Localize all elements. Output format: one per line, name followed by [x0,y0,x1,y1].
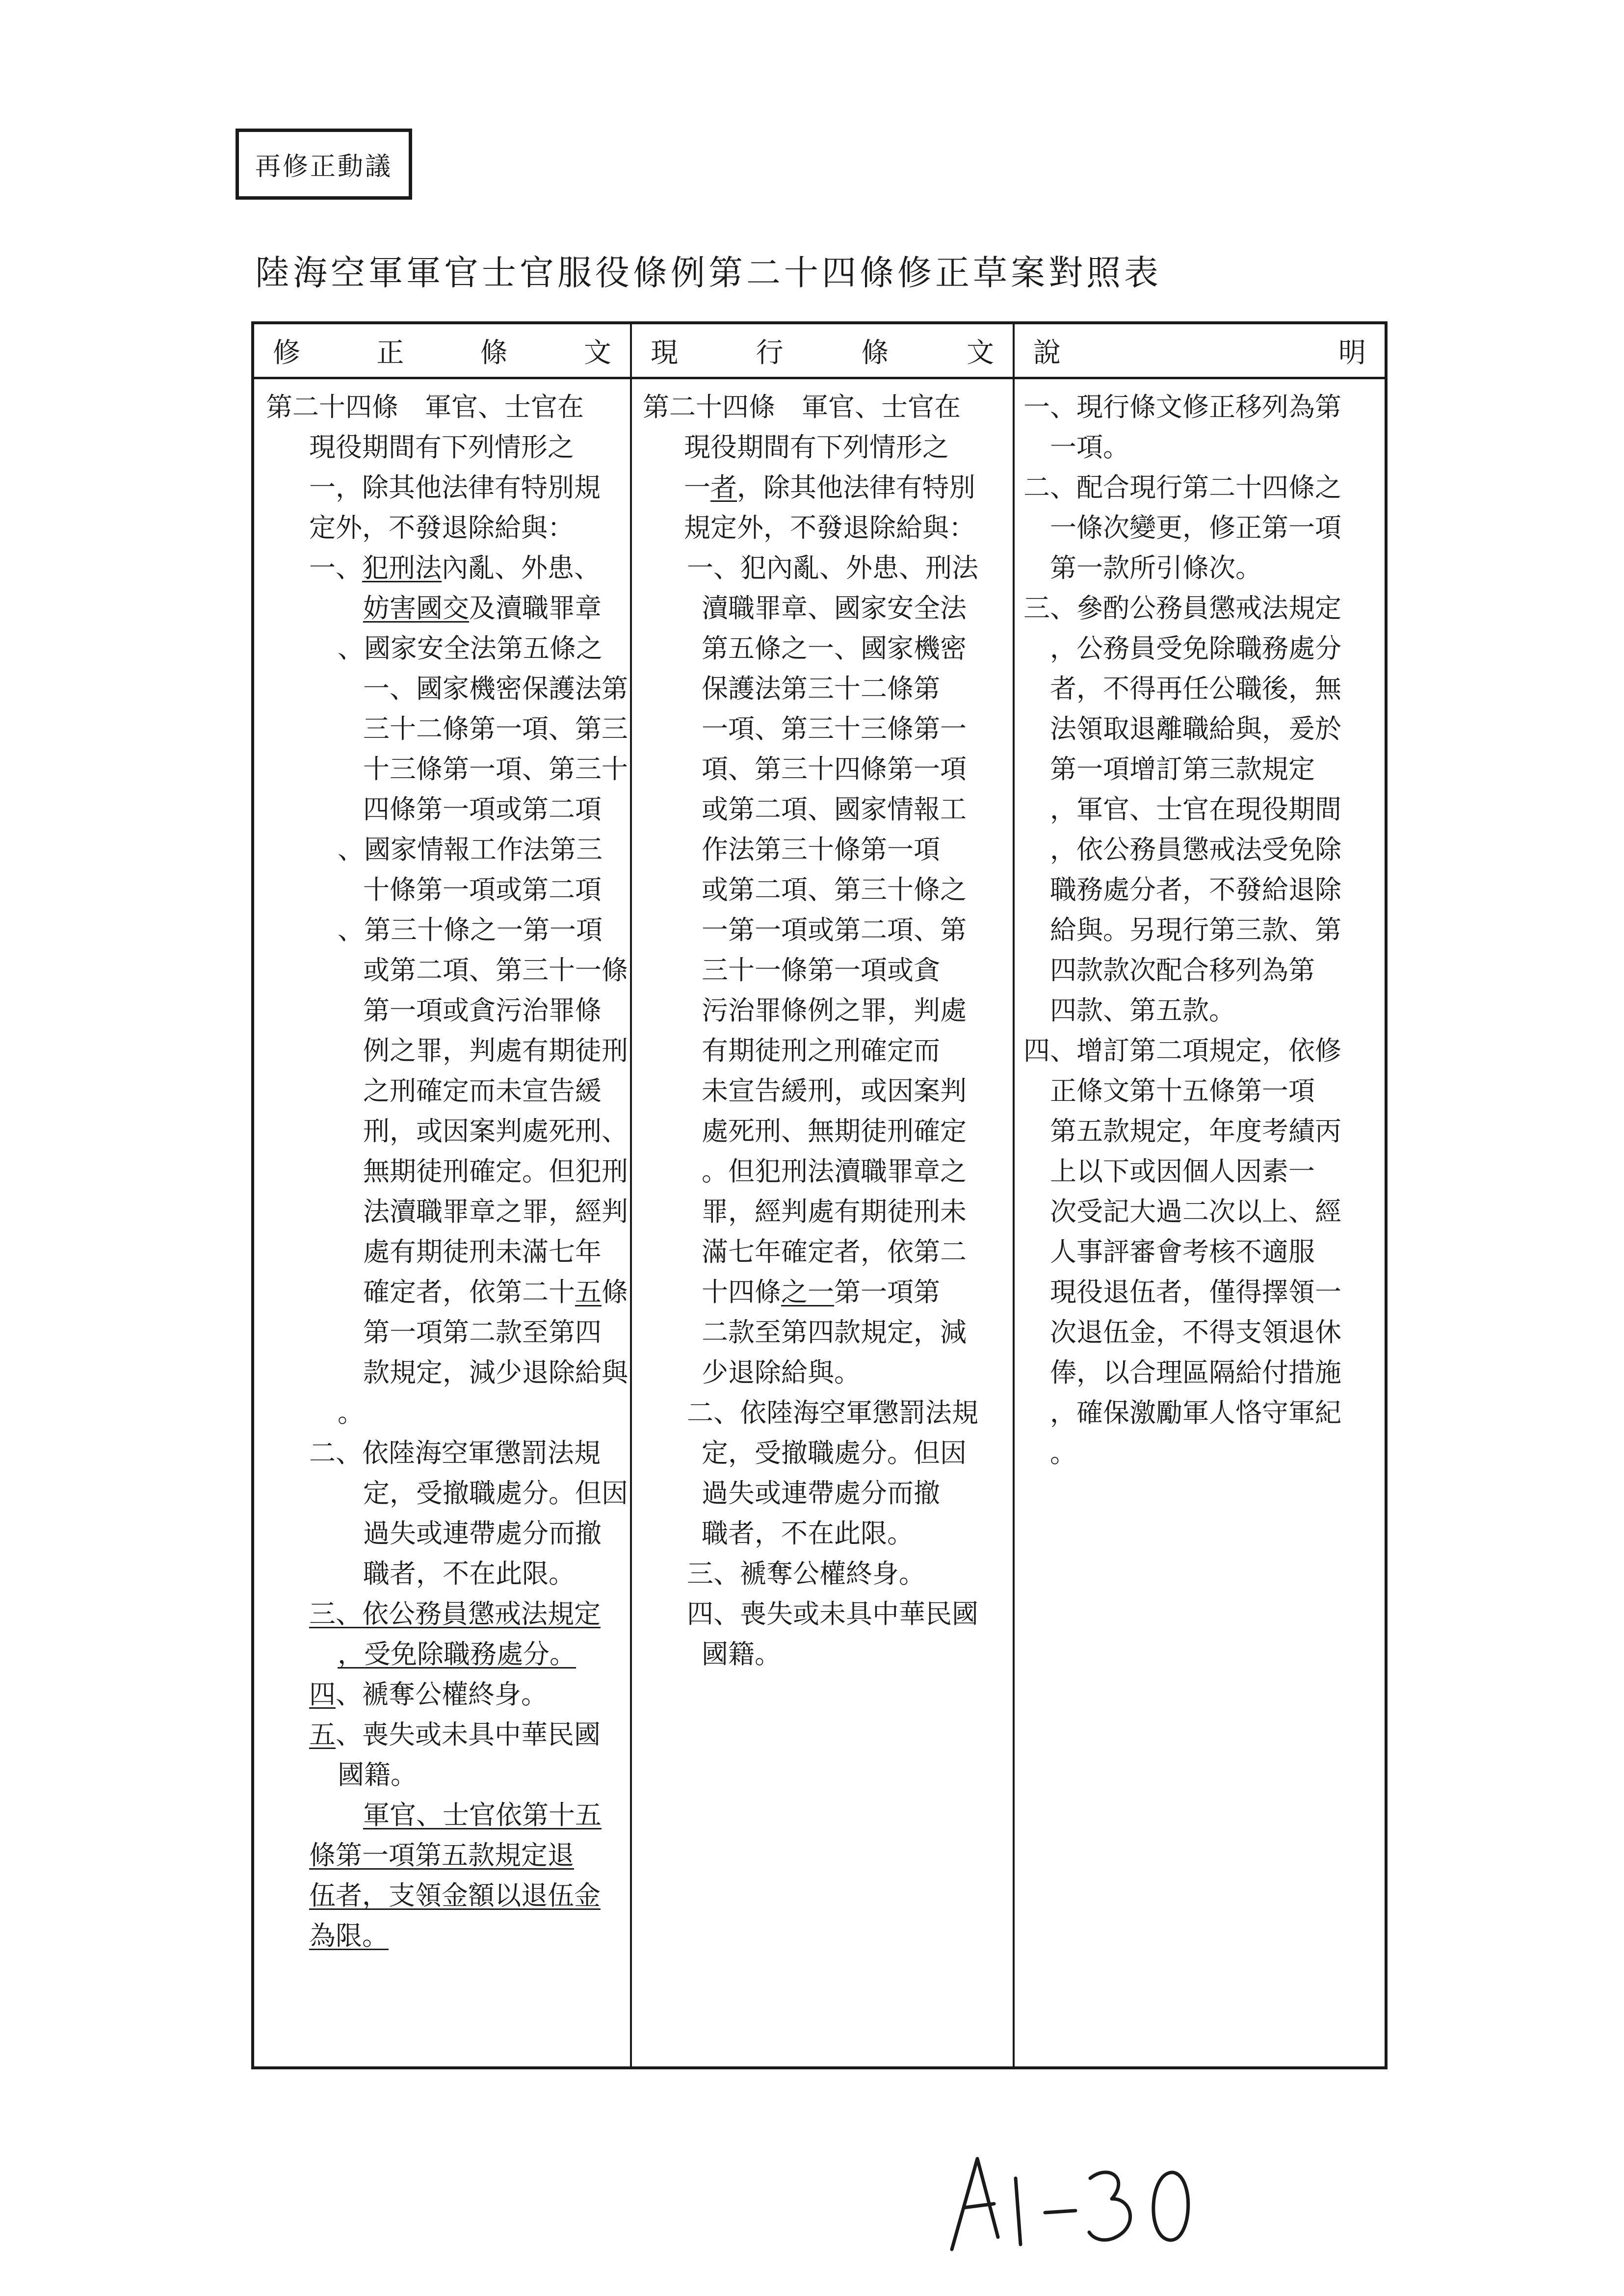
text-line: 現役退伍者，僅得擇領一 [1050,1277,1341,1307]
handwritten-digit-three [1089,2172,1130,2240]
text-line: 。但犯刑法瀆職罪章之 [702,1156,967,1187]
inserted-text: 軍官、士官依第十五 [363,1800,602,1830]
header-amended-text: 修 正 條 文 [273,337,611,369]
text-line: ，公務員受免除職務處分 [1050,633,1341,664]
table-header-row [254,324,1385,379]
text-line: 人事評審會考核不適服 [1050,1236,1315,1267]
text-line: 一、犯內亂、外患、刑法 [687,552,978,583]
text-line: 五、喪失或未具中華民國 [309,1719,601,1750]
text-line: 二、依陸海空軍懲罰法規 [309,1437,601,1468]
text-line: 定，受撤職處分。但因 [702,1437,967,1468]
document-title: 陸海空軍軍官士官服役條例第二十四條修正草案對照表 [255,253,1162,293]
text-line: 一、國家機密保護法第 [363,673,628,704]
text-line: 過失或連帶處分而撤 [363,1518,602,1549]
text-line: 次退伍金，不得支領退休 [1050,1317,1341,1348]
text-line [266,1795,624,1835]
handwritten-digit-zero [1153,2172,1188,2240]
handwritten-page-mark [947,2149,1202,2257]
text-line: 第一項或貪污治罪條 [363,995,602,1026]
text-line: 第五款規定，年度考績丙 [1050,1116,1341,1147]
inserted-text: 犯刑法 [362,552,442,583]
text-line: 例之罪，判處有期徒刑 [363,1035,628,1066]
text-line: 四條第一項或第二項 [363,794,602,825]
text-line: 定外，不發退除給與： [309,512,574,543]
text-line: 次受記大過二次以上、經 [1050,1196,1341,1227]
text-line: 處有期徒刑未滿七年 [363,1236,602,1267]
text-line: 一項、第三十三條第一 [702,713,967,744]
text-line: 第一款所引條次。 [1050,552,1262,583]
handwritten-digit-one [1016,2178,1021,2244]
text-line: 四款款次配合移列為第 [1050,955,1315,986]
text-line: 法瀆職罪章之罪，經判 [363,1196,628,1227]
text-line: 或第二項、第三十一條 [363,955,628,986]
column-divider [1013,324,1015,2066]
text-line: 第二十四條 軍官、士官在 [643,391,961,422]
text-line: ，確保激勵軍人恪守軍紀 [1050,1397,1341,1428]
text-line [266,1916,624,1956]
text-line: 或第二項、國家情報工 [702,794,967,825]
text-line: 。 [338,1397,364,1428]
text-line: 一者，除其他法律有特別 [684,472,975,503]
text-line: 三、褫奪公權終身。 [687,1558,925,1589]
text-line: 一第一項或第二項、第 [702,914,967,945]
text-line: 第五條之一、國家機密 [702,633,967,664]
text-line: ，軍官、士官在現役期間 [1050,794,1341,825]
text-line: 罪，經判處有期徒刑未 [702,1196,967,1227]
text-line: 職者，不在此限。 [363,1558,575,1589]
text-line [266,1876,624,1916]
column-divider [630,324,632,2066]
inserted-text: 五 [575,1277,602,1307]
text-line: 作法第三十條第一項 [702,834,940,865]
text-line: 三十二條第一項、第三 [363,713,628,744]
text-line: 現役期間有下列情形之 [684,432,949,463]
text-line: 、第三十條之一第一項 [338,914,602,945]
text-line [266,1594,624,1634]
text-line: 俸，以合理區隔給付措施 [1050,1357,1341,1388]
inserted-text: ，受免除職務處分。 [338,1639,576,1670]
text-line: 十條第一項或第二項 [363,874,602,905]
text-line: 四款、第五款。 [1050,995,1235,1026]
text-line: 一項。 [1050,432,1129,463]
text-line: 過失或連帶處分而撤 [702,1478,940,1509]
text-line: 者，不得再任公職後，無 [1050,673,1341,704]
text-line: 十三條第一項、第三十 [363,754,628,784]
text-line: 瀆職罪章、國家安全法 [702,593,967,624]
text-line: 第二十四條 軍官、士官在 [266,391,584,422]
text-line: 或第二項、第三十條之 [702,874,967,905]
text-line: 刑，或因案判處死刑、 [363,1116,628,1147]
inserted-text: 條第一項第五款規定退 [309,1840,574,1871]
text-line: 二、依陸海空軍懲罰法規 [687,1397,978,1428]
text-line: 定，受撤職處分。但因 [363,1478,628,1509]
text-line: 職者，不在此限。 [702,1518,914,1549]
header-explanation: 說 明 [1033,337,1366,369]
text-line: 四、喪失或未具中華民國 [687,1598,978,1629]
text-line: 。 [1050,1437,1076,1468]
text-line: 四、褫奪公權終身。 [309,1679,548,1710]
text-line: 、國家情報工作法第三 [338,834,602,865]
explanation-column [1023,387,1382,1473]
text-line: 確定者，依第二十五條 [363,1277,628,1307]
deleted-text: 之一 [781,1277,834,1307]
deleted-text: 者 [710,472,737,503]
header-current-text: 現 行 條 文 [651,337,994,369]
text-line: 之刑確定而未宣告緩 [363,1075,602,1106]
inserted-text: 伍者，支領金額以退伍金 [309,1880,601,1911]
inserted-text: 為限。 [309,1920,389,1951]
text-line: 正條文第十五條第一項 [1050,1075,1315,1106]
text-line: ，依公務員懲戒法受免除 [1050,834,1341,865]
comparison-table [251,321,1388,2069]
text-line: 規定外，不發退除給與： [684,512,975,543]
text-line: 國籍。 [702,1639,781,1670]
text-line: 滿七年確定者，依第二 [702,1236,967,1267]
text-line: 項、第三十四條第一項 [702,754,967,784]
text-line: 有期徒刑之刑確定而 [702,1035,940,1066]
text-line: 三、參酌公務員懲戒法規定 [1023,593,1341,624]
text-line: 一，除其他法律有特別規 [309,472,601,503]
text-line: 上以下或因個人因素一 [1050,1156,1315,1187]
inserted-text: 五 [309,1719,336,1750]
text-line: 十四條之一第一項第 [702,1277,940,1307]
text-line: 妨害國交及瀆職罪章 [363,593,602,624]
text-line: 一條次變更，修正第一項 [1050,512,1341,543]
text-line: 四、增訂第二項規定，依修 [1023,1035,1341,1066]
handwritten-dash [1045,2211,1075,2213]
motion-badge [236,129,412,200]
text-line: 少退除給與。 [702,1357,861,1388]
text-line: 污治罪條例之罪，判處 [702,995,967,1026]
text-line: 法領取退離職給與，爰於 [1050,713,1341,744]
motion-badge-text: 再修正動議 [255,152,393,182]
text-line: 一、現行條文修正移列為第 [1023,391,1341,422]
text-line: 給與。另現行第三款、第 [1050,914,1341,945]
inserted-text: 四 [309,1679,336,1710]
text-line: 處死刑、無期徒刑確定 [702,1116,967,1147]
text-line: 第一項增訂第三款規定 [1050,754,1315,784]
text-line: 第一項第二款至第四 [363,1317,602,1348]
inserted-text: 妨害國交 [363,593,469,624]
amended-text-column [266,387,628,1956]
text-line: 無期徒刑確定。但犯刑 [363,1156,628,1187]
inserted-text: 三、依公務員懲戒法規定 [309,1598,601,1629]
text-line [266,1634,624,1674]
text-line: 二款至第四款規定，減 [702,1317,967,1348]
text-line: 二、配合現行第二十四條之 [1023,472,1341,503]
text-line: 款規定，減少退除給與 [363,1357,628,1388]
text-line: 國籍。 [338,1759,417,1790]
text-line: 現役期間有下列情形之 [309,432,574,463]
text-line: 未宣告緩刑，或因案判 [702,1075,967,1106]
text-line: 一、犯刑法內亂、外患、 [309,552,601,583]
text-line: 職務處分者，不發給退除 [1050,874,1341,905]
current-text-column [643,387,1006,1674]
text-line [266,1835,624,1876]
text-line: 、國家安全法第五條之 [338,633,602,664]
text-line: 保護法第三十二條第 [702,673,940,704]
text-line: 三十一條第一項或貪 [702,955,940,986]
